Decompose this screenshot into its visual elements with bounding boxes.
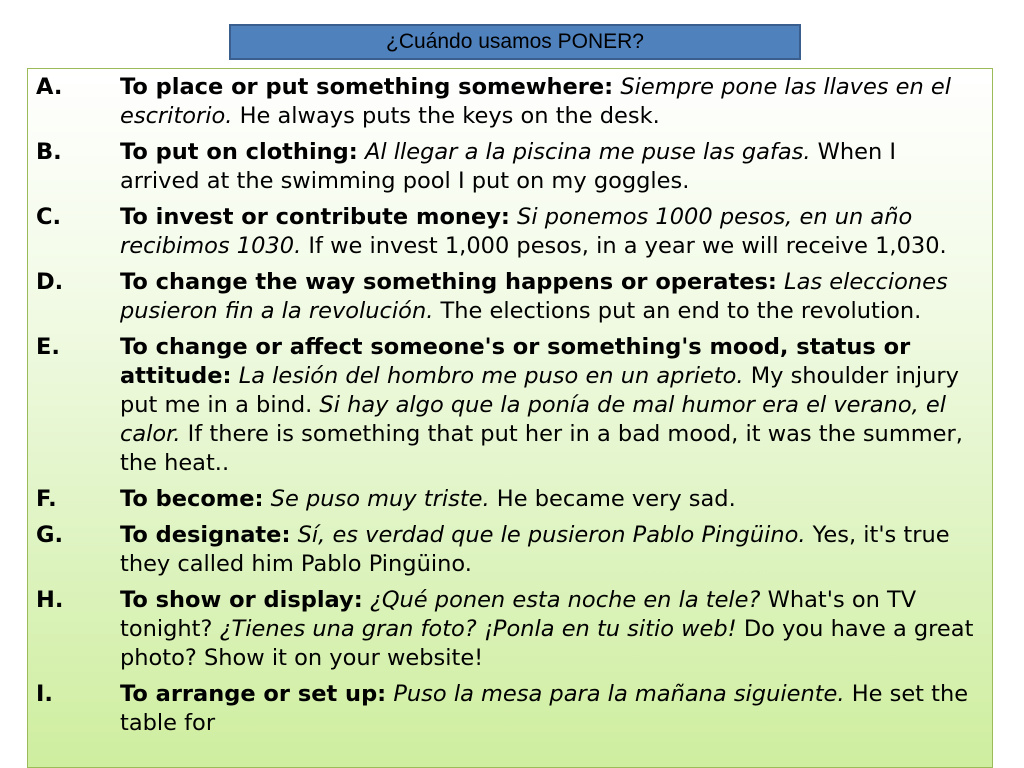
item-text (120, 521, 980, 579)
item-letter: B. (36, 139, 62, 165)
item-text (120, 485, 980, 514)
item-spanish-example: Las elecciones pusieron fin a la revolución. (120, 269, 948, 324)
item-letter: A. (36, 74, 63, 100)
item-english-translation: He always puts the keys on the desk. (239, 103, 660, 129)
list-item (36, 485, 980, 514)
item-text (120, 586, 980, 673)
list-item (36, 586, 980, 673)
item-spanish-example: ¿Qué ponen esta noche en la tele? (369, 587, 761, 613)
item-letter: C. (36, 204, 62, 230)
item-english-translation-2: If there is something that put her in a bad mood, it was the summer, the heat.. (120, 421, 963, 476)
item-spanish-example: Siempre pone las llaves en el escritorio. (120, 74, 952, 129)
item-term: To place or put something somewhere: (120, 74, 614, 100)
item-letter: I. (36, 681, 53, 707)
item-english-translation: What's on TV tonight? (120, 587, 917, 642)
item-letter: F. (36, 486, 57, 512)
item-text (120, 203, 980, 261)
list-item (36, 203, 980, 261)
item-text (120, 268, 980, 326)
item-letter: H. (36, 587, 64, 613)
item-english-translation-2: Do you have a great photo? Show it on your website! (120, 616, 974, 671)
item-english-translation: When I arrived at the swimming pool I put on my goggles. (120, 139, 897, 194)
item-term: To change or affect someone's or something's mood, status or attitude: (120, 334, 911, 389)
item-term: To become: (120, 486, 264, 512)
item-english-translation: He became very sad. (496, 486, 736, 512)
item-english-translation: My shoulder injury put me in a bind. (120, 363, 959, 418)
item-term: To show or display: (120, 587, 363, 613)
item-letter: G. (36, 522, 64, 548)
list-item (36, 680, 980, 738)
item-spanish-example: La lesión del hombro me puso en un aprieto. (238, 363, 744, 389)
item-text (120, 680, 980, 738)
item-spanish-example: Se puso muy triste. (270, 486, 490, 512)
list-item (36, 333, 980, 478)
list-item (36, 138, 980, 196)
item-english-translation: He set the table for (120, 681, 969, 736)
slide-title (229, 24, 801, 60)
item-spanish-example: Al llegar a la piscina me puse las gafas. (364, 139, 811, 165)
item-term: To arrange or set up: (120, 681, 387, 707)
item-english-translation: If we invest 1,000 pesos, in a year we will receive 1,030. (308, 233, 947, 259)
item-spanish-example: Puso la mesa para la mañana siguiente. (393, 681, 845, 707)
item-english-translation: Yes, it's true they called him Pablo Pingüino. (120, 522, 950, 577)
item-spanish-example: Si ponemos 1000 pesos, en un año recibimos 1030. (120, 204, 913, 259)
list-item (36, 73, 980, 131)
item-text (120, 138, 980, 196)
item-term: To put on clothing: (120, 139, 358, 165)
slide-title-text: ¿Cuándo usamos PONER? (386, 30, 644, 53)
definition-list (27, 68, 993, 768)
item-spanish-example-2: ¿Tienes una gran foto? ¡Ponla en tu sitio web! (219, 616, 737, 642)
item-term: To designate: (120, 522, 291, 548)
item-term: To invest or contribute money: (120, 204, 510, 230)
item-letter: D. (36, 269, 64, 295)
item-letter: E. (36, 334, 60, 360)
list-item (36, 268, 980, 326)
item-text (120, 333, 980, 478)
list-item (36, 521, 980, 579)
item-english-translation: The elections put an end to the revolution. (440, 298, 922, 324)
item-term: To change the way something happens or operates: (120, 269, 777, 295)
item-spanish-example-2: Si hay algo que la ponía de mal humor era el verano, el calor. (120, 392, 946, 447)
item-spanish-example: Sí, es verdad que le pusieron Pablo Pingüino. (297, 522, 806, 548)
item-text (120, 73, 980, 131)
